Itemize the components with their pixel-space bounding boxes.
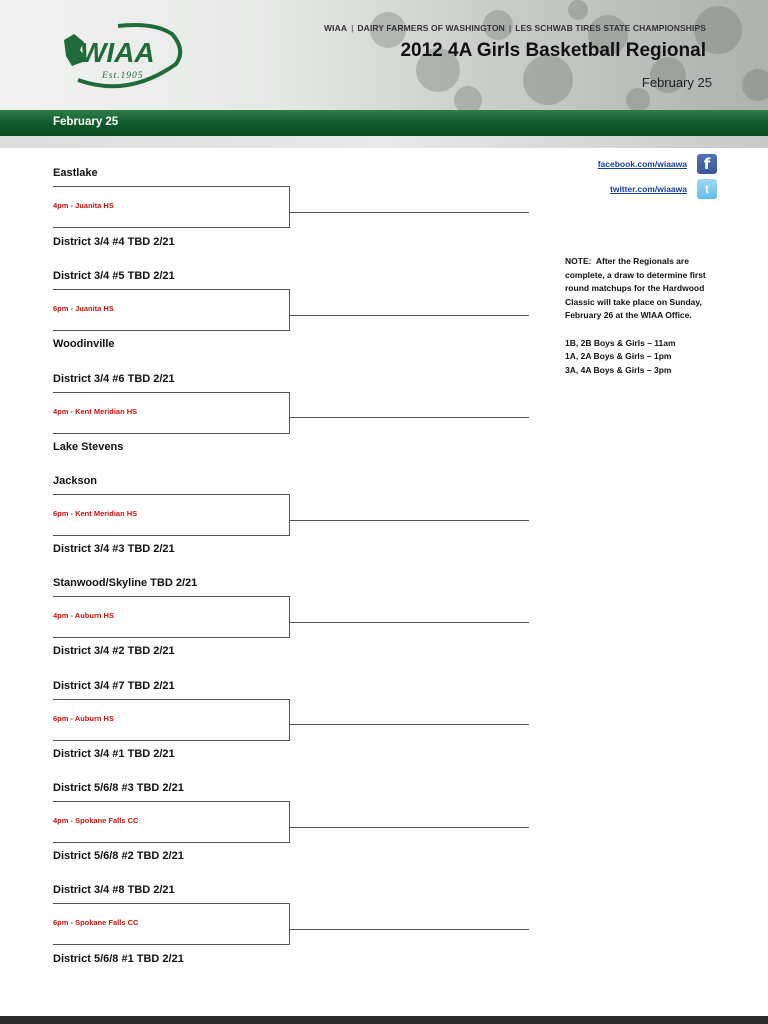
winner-line xyxy=(290,417,529,418)
winner-line xyxy=(290,212,529,213)
game-box xyxy=(53,289,290,331)
team-slot: Eastlake xyxy=(53,167,98,179)
regionals-note xyxy=(565,255,715,377)
divider-strip xyxy=(0,136,768,148)
winner-line xyxy=(290,929,529,930)
game-box xyxy=(53,494,290,536)
game-site: 4pm - Juanita HS xyxy=(53,201,114,210)
sponsor-les-schwab: LES SCHWAB TIRES STATE CHAMPIONSHIPS xyxy=(515,23,706,33)
logo-established: Est.1905 xyxy=(102,71,144,81)
team-slot: District 5/6/8 #3 TBD 2/21 xyxy=(53,782,184,794)
note-schedule-2: 1A, 2A Boys & Girls – 1pm xyxy=(565,351,672,362)
team-slot: Lake Stevens xyxy=(53,441,124,453)
game-site: 6pm - Auburn HS xyxy=(53,714,114,723)
team-slot: District 3/4 #2 TBD 2/21 xyxy=(53,645,175,657)
facebook-link[interactable]: facebook.com/wiaawa xyxy=(597,159,687,169)
game-box xyxy=(53,699,290,741)
team-slot: District 3/4 #8 TBD 2/21 xyxy=(53,884,175,896)
team-slot: District 5/6/8 #2 TBD 2/21 xyxy=(53,850,184,862)
winner-line xyxy=(290,827,529,828)
winner-line xyxy=(290,315,529,316)
team-slot: Woodinville xyxy=(53,338,115,350)
team-slot: District 3/4 #4 TBD 2/21 xyxy=(53,236,175,248)
game-box xyxy=(53,186,290,228)
page-header xyxy=(0,0,768,110)
team-slot: District 3/4 #6 TBD 2/21 xyxy=(53,373,175,385)
team-slot: Stanwood/Skyline TBD 2/21 xyxy=(53,577,198,589)
game-box xyxy=(53,801,290,843)
winner-line xyxy=(290,724,529,725)
game-box xyxy=(53,392,290,434)
twitter-link[interactable]: twitter.com/wiaawa xyxy=(610,184,687,194)
game-site: 6pm - Spokane Falls CC xyxy=(53,918,139,927)
date-bar-label: February 25 xyxy=(53,116,119,128)
game-box xyxy=(53,903,290,945)
twitter-icon[interactable]: t xyxy=(697,179,717,199)
event-title: 2012 4A Girls Basketball Regional xyxy=(400,40,706,61)
sponsor-wiaa: WIAA xyxy=(324,23,348,33)
game-site: 6pm - Kent Meridian HS xyxy=(53,509,138,518)
team-slot: District 3/4 #1 TBD 2/21 xyxy=(53,748,175,760)
note-text: After the Regionals are complete, a draw to determine first round matchups for the Hardwood Classic will take place on Sunday, February 26 at the WIAA Office. xyxy=(565,256,706,321)
game-box xyxy=(53,596,290,638)
sponsor-line: WIAA | DAIRY FARMERS OF WASHINGTON | LES SCHWAB TIRES STATE CHAMPIONSHIPS xyxy=(324,23,706,33)
note-body xyxy=(565,255,715,323)
team-slot: District 5/6/8 #1 TBD 2/21 xyxy=(53,953,184,965)
winner-line xyxy=(290,622,529,623)
game-site: 4pm - Kent Meridian HS xyxy=(53,407,138,416)
team-slot: Jackson xyxy=(53,475,98,487)
header-date: February 25 xyxy=(641,75,712,90)
note-schedule-3: 3A, 4A Boys & Girls – 3pm xyxy=(565,364,672,375)
sponsor-dairy-farmers: DAIRY FARMERS OF WASHINGTON xyxy=(357,23,505,33)
game-site: 4pm - Spokane Falls CC xyxy=(53,816,139,825)
winner-line xyxy=(290,520,529,521)
facebook-icon[interactable]: f xyxy=(697,154,717,174)
footer-bar xyxy=(0,1016,768,1024)
team-slot: District 3/4 #3 TBD 2/21 xyxy=(53,543,175,555)
team-slot: District 3/4 #7 TBD 2/21 xyxy=(53,680,175,692)
logo-wordmark: WIAA xyxy=(80,37,155,68)
wiaa-logo xyxy=(58,20,188,92)
game-site: 6pm - Juanita HS xyxy=(53,304,114,313)
note-schedule-1: 1B, 2B Boys & Girls – 11am xyxy=(565,337,676,348)
game-site: 4pm - Auburn HS xyxy=(53,611,114,620)
date-bar xyxy=(0,110,768,136)
team-slot: District 3/4 #5 TBD 2/21 xyxy=(53,270,175,282)
note-label: NOTE: xyxy=(565,256,592,266)
